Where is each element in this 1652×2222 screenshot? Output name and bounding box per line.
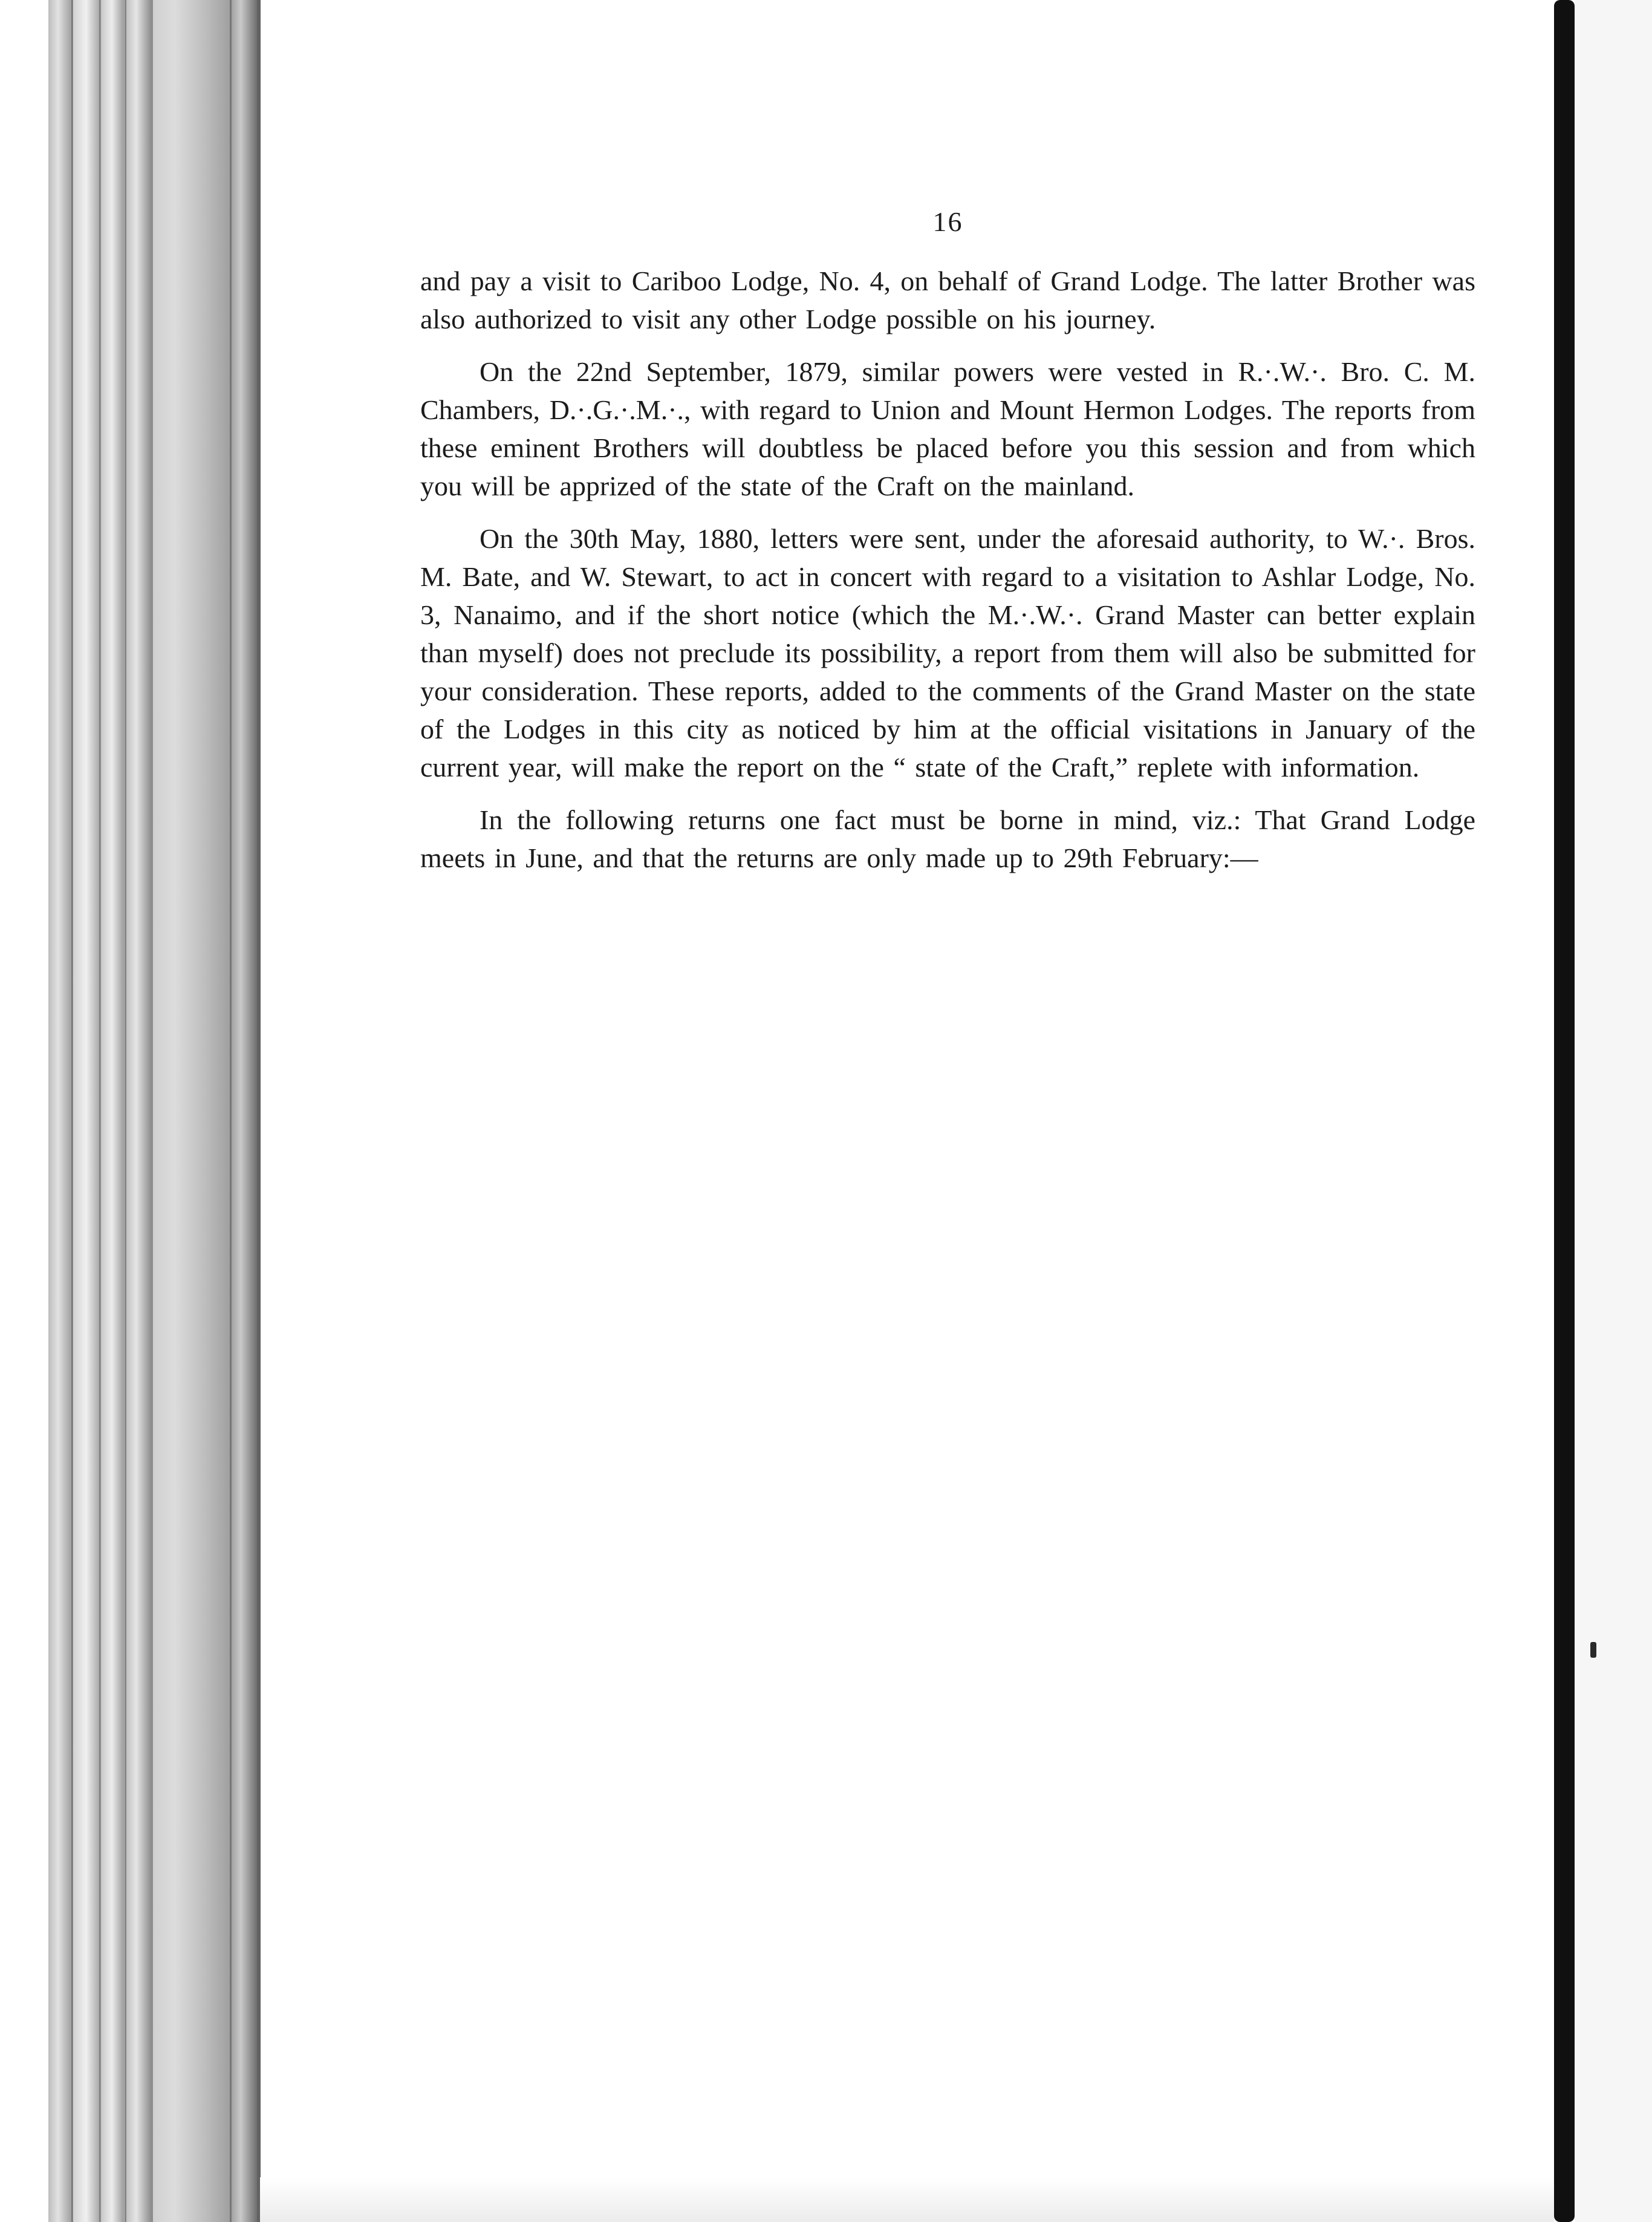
- scan-speck: [1590, 1642, 1596, 1658]
- page-edge-band: [100, 0, 124, 2222]
- paragraph-4: In the following returns one fact must be borne in mind, viz.: That Grand Lodge meets in June, and that the returns are only made up to 29th February:—: [420, 804, 1475, 873]
- page-edge-line: [151, 0, 153, 2222]
- page-edge-band: [124, 0, 151, 2222]
- page-number: 16: [932, 206, 963, 237]
- paragraph-1: and pay a visit to Cariboo Lodge, No. 4, on behalf of Grand Lodge. The latter Brother was also authorized to visit any other Lodge possible on his journey.: [420, 266, 1475, 334]
- paragraph-3: On the 30th May, 1880, letters were sent, under the aforesaid authority, to W.·. Bros. M. Bate, and W. Stewart, to act in concert with regard to a visitation to Ashlar Lodge, No. 3, Nanaimo, and if the short notice (which the M.·.W.·. Grand Master can better explain than myself) does not preclude its possibility, a report from them will also be submitted for your consideration. These reports, added to the comments of the Grand Master on the state of the Lodges in this city as noticed by him at the official visitations in January of the current year, will make the report on the “ state of the Craft,” replete with information.: [420, 523, 1475, 783]
- right-page-border: [1554, 0, 1575, 2222]
- page-content: [420, 206, 1475, 891]
- page-edge-line: [71, 0, 73, 2222]
- page-edge-band: [48, 0, 73, 2222]
- page-edge-line: [230, 0, 232, 2222]
- paragraph-2: On the 22nd September, 1879, similar powers were vested in R.·.W.·. Bro. C. M. Chambers, D.·.G.·.M.·., with regard to Union and Mount Hermon Lodges. The reports from these eminent Brothers will doubtless be placed before you this session and from which you will be apprized of the state of the Craft on the mainland.: [420, 356, 1475, 501]
- page-gutter-line: [257, 0, 261, 2222]
- page-edge-band: [151, 0, 230, 2222]
- page-edge-line: [125, 0, 126, 2222]
- bottom-page-shadow: [260, 2177, 1554, 2222]
- page-edge-line: [99, 0, 101, 2222]
- page-edge-band: [73, 0, 100, 2222]
- right-margin: [1575, 0, 1652, 2222]
- page-edge-band: [230, 0, 257, 2222]
- book-page-edges: [0, 0, 266, 2222]
